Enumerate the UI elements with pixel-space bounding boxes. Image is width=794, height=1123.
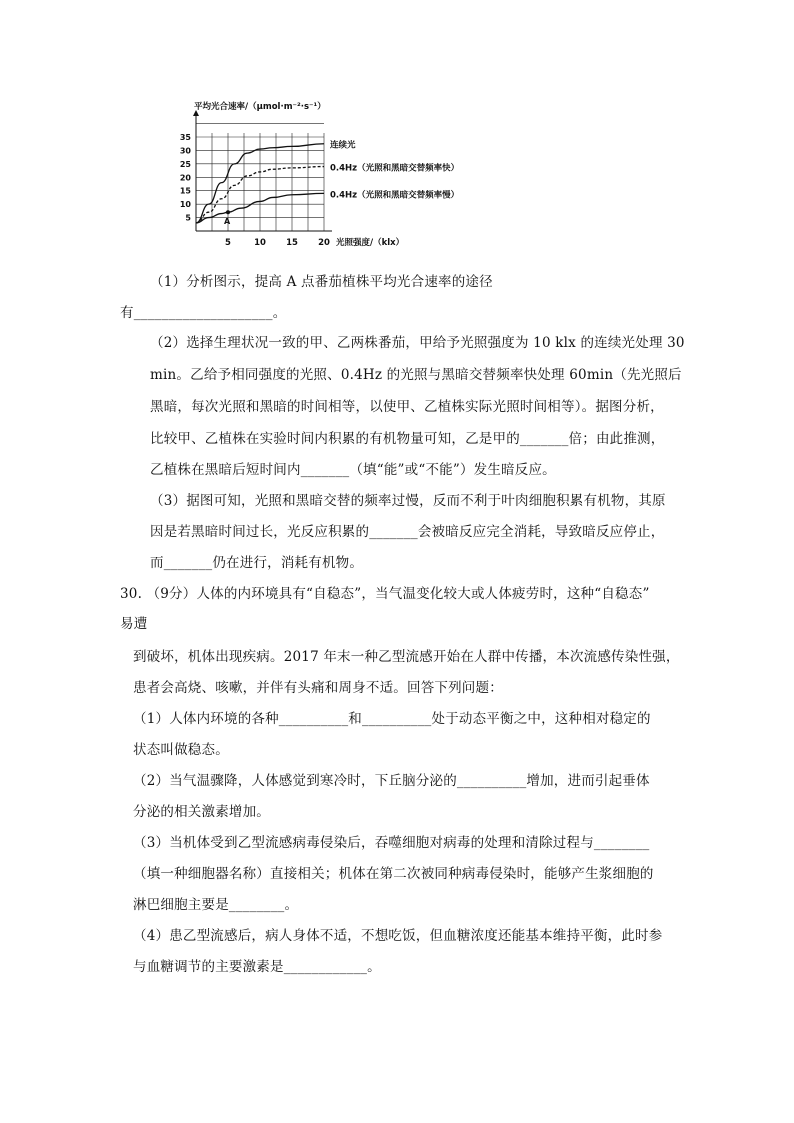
question-30-intro-3: 到破坏，机体出现疾病。2017 年末一种乙型流感开始在人群中传播，本次流感传染性强， (133, 649, 680, 665)
series-label-1: 连续光 (330, 140, 356, 151)
question-30-4-text: （4）患乙型流感后，病人身体不适，不想吃饭，但血糖浓度还能基本维持平衡，此时参 (133, 928, 663, 944)
series-label-3: 0.4Hz（光照和黑暗交替频率慢） (330, 190, 460, 201)
question-3-text-1: （3）据图可知，光照和黑暗交替的频率过慢，反而不利于叶肉细胞积累有机物，其原 (150, 493, 666, 509)
question-30-1-text-2: 状态叫做稳态。 (133, 742, 229, 758)
point-a-marker (226, 210, 230, 214)
x-tick-label: 20 (318, 238, 330, 248)
y-tick-label: 10 (179, 200, 191, 210)
question-30-1-text: （1）人体内环境的各种__________和__________处于动态平衡之中，这种相对稳定的 (133, 711, 651, 727)
question-2-text-4: 比较甲、乙植株在实验时间内积累的有机物量可知，乙是甲的_______倍；由此推测， (150, 431, 665, 447)
question-30-2-text-2: 分泌的相关激素增加。 (133, 804, 270, 820)
photosynthesis-chart (170, 100, 510, 250)
question-2-text-2: min。乙给予相同强度的光照、0.4Hz 的光照与黑暗交替频率快处理 60min（先光照后 (150, 367, 682, 383)
question-2-text-1: （2）选择生理状况一致的甲、乙两株番茄，甲给予光照强度为 10 klx 的连续光处理 30 (150, 335, 685, 351)
x-axis-label: 光照强度/（klx） (336, 238, 405, 248)
x-tick-label: 5 (225, 238, 231, 248)
question-3-text-3: 而_______仍在进行，消耗有机物。 (150, 555, 364, 571)
chart-axes (193, 110, 332, 231)
question-30-intro-4: 患者会高烧、咳嗽，并伴有头痛和周身不适。回答下列问题： (133, 680, 503, 696)
x-tick-label: 15 (286, 238, 298, 248)
x-tick-label: 10 (254, 238, 266, 248)
question-3-text-2: 因是若黑暗时间过长，光反应积累的_______会被暗反应完全消耗，导致暗反应停止， (150, 524, 665, 540)
question-30-2-text: （2）当气温骤降，人体感觉到寒冷时，下丘脑分泌的__________增加，进而引起垂体 (133, 773, 650, 789)
y-axis-label: 平均光合速率/（μmol·m⁻²·s⁻¹） (194, 102, 326, 112)
point-a-label: A (224, 217, 231, 227)
chart-labels (194, 101, 459, 248)
y-tick-label: 5 (185, 213, 191, 223)
y-tick-label: 25 (179, 159, 191, 169)
y-tick-label: 30 (179, 146, 191, 156)
question-30-3-text: （3）当机体受到乙型流感病毒侵染后，吞噬细胞对病毒的处理和清除过程与________ (133, 835, 650, 851)
series-label-2: 0.4Hz（光照和黑暗交替频率快） (330, 163, 460, 174)
question-30-3-text-3: 淋巴细胞主要是________。 (133, 897, 299, 913)
y-tick-label: 35 (179, 133, 191, 142)
y-tick-label: 15 (179, 186, 191, 196)
question-30-4-text-2: 与血糖调节的主要激素是____________。 (133, 959, 381, 975)
question-30-3-text-2: （填一种细胞器名称）直接相关；机体在第二次被同种病毒侵染时，能够产生浆细胞的 (133, 866, 654, 882)
question-1-text: （1）分析图示，提高 A 点番茄植株平均光合速率的途径 (150, 274, 493, 290)
question-2-text-5: 乙植株在黑暗后短时间内_______（填“能”或“不能”）发生暗反应。 (150, 462, 556, 478)
question-30-intro: 30. （9分）人体的内环境具有“自稳态”，当气温变化较大或人体疲劳时，这种“自稳态” (120, 586, 650, 602)
question-2-text-3: 黑暗，每次光照和黑暗的时间相等，以使甲、乙植株实际光照时间相等）。据图分析， (150, 399, 664, 415)
question-1-answer-line: 有____________________。 (120, 305, 287, 321)
question-30-intro-2: 易遭 (120, 616, 148, 632)
y-tick-label: 20 (179, 173, 191, 183)
